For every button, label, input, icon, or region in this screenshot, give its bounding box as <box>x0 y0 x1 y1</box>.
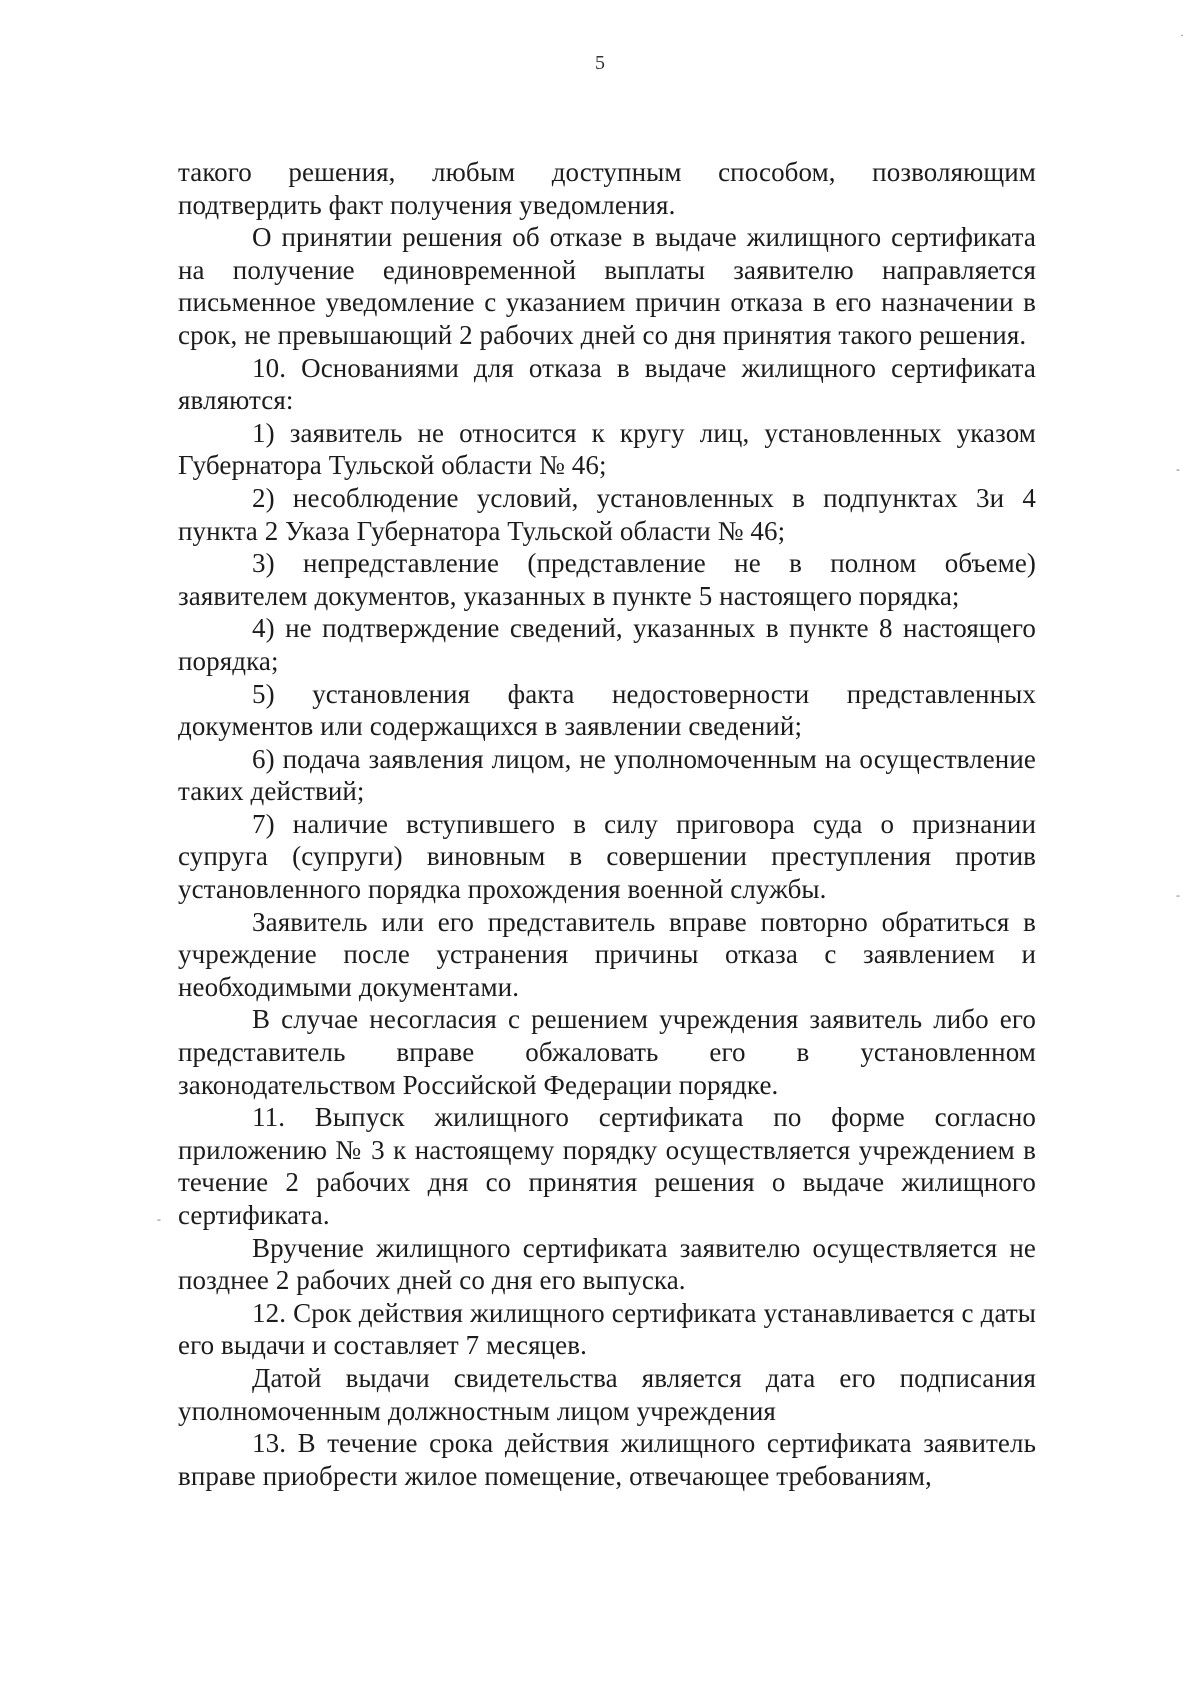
list-item-10-4: 4) не подтверждение сведений, указанных в пункте 8 настоящего порядка; <box>178 613 1036 676</box>
scan-speck: · <box>1180 28 1184 42</box>
page-number: 5 <box>595 52 605 74</box>
paragraph-section-11: 11. Выпуск жилищного сертификата по форме согласно приложению № 3 к настоящему порядку осуществляется учреждением в течение 2 рабочих дня со принятия решения о выдаче жилищного сертификата. <box>178 1102 1036 1230</box>
scan-speck: - <box>157 1212 161 1226</box>
list-item-10-5: 5) установления факта недостоверности представленных документов или содержащихся в заявлении сведений; <box>178 678 1036 742</box>
paragraph-continuation: такого решения, любым доступным способом, позволяющим подтвердить факт получения уведомления. <box>178 157 1036 220</box>
list-item-10-7: 7) наличие вступившего в силу приговора суда о признании супруга (супруги) виновным в совершении преступления против установленного порядка прохождения военной службы. <box>178 808 1036 905</box>
paragraph-handover: Вручение жилищного сертификата заявителю осуществляется не позднее 2 рабочих дней со дня его выпуска. <box>178 1232 1036 1296</box>
list-item-10-6: 6) подача заявления лицом, не уполномоченным на осуществление таких действий; <box>178 743 1036 807</box>
paragraph-appeal: В случае несогласия с решением учреждения заявитель либо его представитель вправе обжаловать его в установленном законодательством Российской Федерации порядке. <box>178 1004 1036 1100</box>
scan-speck: - <box>1176 888 1180 902</box>
paragraph-section-13: 13. В течение срока действия жилищного сертификата заявитель вправе приобрести жилое помещение, отвечающее требованиям, <box>178 1428 1036 1491</box>
list-item-10-2: 2) несоблюдение условий, установленных в подпунктах 3и 4 пункта 2 Указа Губернатора Тульской области № 46; <box>178 482 1036 546</box>
paragraph-section-12: 12. Срок действия жилищного сертификата устанавливается с даты его выдачи и составляет 7 месяцев. <box>178 1297 1036 1361</box>
document-body <box>178 156 1036 1492</box>
list-item-10-1: 1) заявитель не относится к кругу лиц, установленных указом Губернатора Тульской области № 46; <box>178 417 1036 481</box>
paragraph-issue-date: Датой выдачи свидетельства является дата его подписания уполномоченным должностным лицом учреждения <box>178 1362 1036 1426</box>
list-item-10-3: 3) непредставление (представление не в полном объеме) заявителем документов, указанных в пункте 5 настоящего порядка; <box>178 548 1036 611</box>
paragraph-refusal-notice: О принятии решения об отказе в выдаче жилищного сертификата на получение единовременной выплаты заявителю направляется письменное уведомление с указанием причин отказа в его назначении в срок, не превышающий 2 рабочих дней со дня принятия такого решения. <box>178 222 1036 350</box>
paragraph-section-10: 10. Основаниями для отказа в выдаче жилищного сертификата являются: <box>178 352 1036 416</box>
scan-speck: - <box>1176 462 1180 476</box>
paragraph-reapply: Заявитель или его представитель вправе повторно обратиться в учреждение после устранения причины отказа с заявлением и необходимыми документами. <box>178 906 1036 1002</box>
